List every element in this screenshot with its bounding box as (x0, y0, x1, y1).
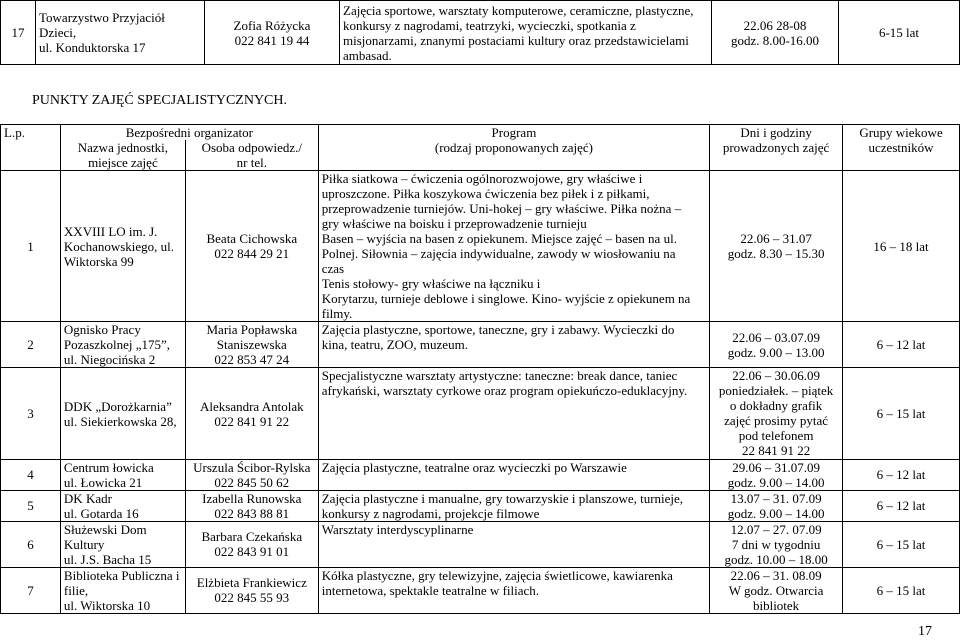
row-program (318, 368, 709, 459)
row-program (318, 322, 709, 368)
row-organizer (60, 490, 185, 521)
row-person (185, 490, 318, 521)
person-phone: 022 843 88 81 (214, 505, 290, 521)
row-ages: 6 – 15 lat (843, 368, 960, 459)
person-name: Beata Cichowska (206, 231, 298, 247)
program-line: gry właściwe na boisku i przeprowadzenie turnieju (321, 216, 587, 232)
program-line: Zajęcia plastyczne i manualne, gry towarzyskie i planszowe, turnieje, (321, 490, 684, 506)
header-lp: L.p. (1, 125, 61, 171)
top-program-line: misjonarzami, znanymi postaciami kultury oraz przedstawicielami (343, 32, 689, 48)
page-number: 17 (918, 624, 932, 639)
program-line: Zajęcia plastyczne, sportowe, taneczne, gry i zabawy. Wycieczki do (321, 322, 675, 338)
row-organizer (60, 171, 185, 322)
person-name: Urszula Ścibor-Rylska (193, 459, 311, 475)
days-line: 22 841 91 22 (741, 443, 811, 459)
row-days (710, 368, 843, 459)
table-row (1, 459, 960, 490)
days-line: 22.06 – 31.07 (740, 231, 812, 247)
row-organizer (60, 521, 185, 567)
days-line: poniedziałek. – piątek (718, 383, 834, 399)
top-org-line: Towarzystwo Przyjaciół (39, 10, 165, 25)
days-line: zajęć prosimy pytać (724, 413, 829, 429)
program-line: Piłka siatkowa – ćwiczenia ogólnorozwojowe, gry właściwe i (321, 171, 643, 187)
header-person-line: nr tel. (236, 155, 267, 171)
person-name: Barbara Czekańska (201, 529, 303, 545)
top-row-organizer (36, 1, 205, 65)
header-program-line: (rodzaj proponowanych zajęć) (434, 140, 593, 155)
person-phone: 022 843 91 01 (214, 544, 290, 560)
program-line: afrykański, warsztaty cyrkowe oraz program opiekuńczo-eduklacyjny. (321, 383, 688, 399)
top-row-ages: 6-15 lat (839, 1, 960, 65)
row-person (185, 368, 318, 459)
row-program (318, 521, 709, 567)
row-ages: 6 – 15 lat (843, 521, 960, 567)
program-line: konkursy z nagrodami, projekcje filmowe (321, 505, 540, 521)
header-days-line: prowadzonych zajęć (722, 140, 830, 155)
person-name: Staniszewska (216, 337, 287, 353)
row-ages: 6 – 15 lat (843, 567, 960, 613)
days-line: 22.06 – 31. 08.09 (730, 567, 822, 583)
org-line: ul. J.S. Bacha 15 (63, 551, 152, 567)
person-phone: 022 845 50 62 (214, 474, 290, 490)
header-name-line: Nazwa jednostki, (77, 140, 169, 156)
header-program (318, 125, 709, 171)
org-line: XXVIII LO im. J. (63, 223, 158, 239)
org-line: ul. Niegocińska 2 (63, 352, 156, 368)
header-name (60, 140, 185, 171)
row-number: 5 (1, 490, 61, 521)
row-organizer (60, 567, 185, 613)
row-days (710, 521, 843, 567)
program-line: przeprowadzenie turniejów. Uni-hokej – gry właściwe. Piłka nożna – (321, 201, 682, 217)
header-days-line: Dni i godziny (740, 125, 812, 140)
days-line: 7 dni w tygodniu (731, 536, 821, 552)
row-program (318, 459, 709, 490)
org-line: Ognisko Pracy (63, 322, 141, 338)
row-program (318, 171, 709, 322)
org-line: Kultury (63, 536, 105, 552)
row-ages: 16 – 18 lat (843, 171, 960, 322)
row-number: 2 (1, 322, 61, 368)
days-line: 22.06 – 03.07.09 (732, 329, 820, 345)
row-ages: 6 – 12 lat (843, 459, 960, 490)
row-person (185, 459, 318, 490)
org-line: Pozaszkolnej „175”, (63, 337, 171, 353)
org-line: Kochanowskiego, ul. (63, 238, 175, 254)
days-line: godz. 8.30 – 15.30 (727, 246, 825, 262)
top-days-line: 22.06 28-08 (743, 17, 807, 33)
row-days (710, 171, 843, 322)
table-row (1, 521, 960, 567)
table-row (1, 490, 960, 521)
program-line: kina, teatru, ZOO, muzeum. (321, 337, 468, 353)
header-person (185, 140, 318, 171)
days-line: o dokładny grafik (729, 398, 823, 414)
row-ages: 6 – 12 lat (843, 490, 960, 521)
program-line: Basen – wyjścia na basen z opiekunem. Miejsce zajęć – basen na ul. (321, 231, 677, 247)
row-number: 4 (1, 459, 61, 490)
row-person (185, 567, 318, 613)
top-row-number: 17 (1, 1, 36, 65)
days-line: 22.06 – 30.06.09 (732, 368, 820, 384)
person-phone: 022 845 55 93 (214, 590, 290, 606)
row-number: 3 (1, 368, 61, 459)
days-line: godz. 10.00 – 18.00 (724, 551, 828, 567)
header-name-line: miejsce zajęć (88, 155, 158, 171)
days-line: godz. 9.00 – 14.00 (727, 474, 825, 490)
row-number: 1 (1, 171, 61, 322)
table-row (1, 368, 960, 459)
org-line: filie, (63, 582, 89, 598)
row-person (185, 322, 318, 368)
row-person (185, 171, 318, 322)
program-line: Polnej. Siłownia – zajęcia indywidualne, zawody w wiosłowaniu na (321, 246, 676, 262)
program-line: czas (321, 261, 345, 277)
program-line: Tenis stołowy- gry właściwe na łączniku i (321, 276, 541, 292)
row-organizer (60, 368, 185, 459)
days-line: 13.07 – 31. 07.09 (730, 490, 822, 506)
program-line: Korytarzu, turnieje deblowe i singlowe. Kino- wyjście z opiekunem na (321, 291, 691, 307)
top-org-line: Dzieci, (39, 25, 77, 40)
program-line: Warsztaty interdyscyplinarne (321, 521, 474, 537)
row-organizer (60, 459, 185, 490)
table-row (1, 567, 960, 613)
days-line: pod telefonem (738, 428, 814, 444)
row-program (318, 490, 709, 521)
section-title: PUNKTY ZAJĘĆ SPECJALISTYCZNYCH. (32, 93, 288, 108)
org-line: DK Kadr (63, 490, 112, 506)
program-line: Zajęcia plastyczne, teatralne oraz wycieczki po Warszawie (321, 459, 627, 475)
row-days (710, 322, 843, 368)
header-ages-line: Grupy wiekowe (859, 125, 943, 140)
table-row (1, 171, 960, 322)
org-line: Służewski Dom (63, 521, 147, 537)
specialist-points-table (0, 124, 960, 614)
person-phone: 022 853 47 24 (214, 352, 290, 368)
days-line: 29.06 – 31.07.09 (732, 459, 820, 475)
days-line: W godz. Otwarcia (728, 582, 824, 598)
row-ages: 6 – 12 lat (843, 322, 960, 368)
org-line: Centrum łowicka (63, 459, 154, 475)
program-line: uproszczone. Piłka koszykowa ćwiczenia bez piłek i z piłkami, (321, 186, 650, 202)
person-phone: 022 841 91 22 (214, 413, 290, 429)
row-program (318, 567, 709, 613)
person-phone: 022 844 29 21 (214, 246, 290, 262)
top-row-person (205, 1, 340, 65)
person-name: Elżbieta Frankiewicz (196, 575, 307, 591)
days-line: godz. 9.00 – 13.00 (727, 344, 825, 360)
row-organizer (60, 322, 185, 368)
program-line: Specjalistyczne warsztaty artystyczne: taneczne: break dance, taniec (321, 368, 678, 384)
org-line: Biblioteka Publiczna i (63, 567, 180, 583)
org-line: ul. Gotarda 16 (63, 505, 139, 521)
row-days (710, 567, 843, 613)
top-person-name: Zofia Różycka (233, 17, 311, 33)
header-program-line: Program (491, 125, 537, 140)
days-line: godz. 9.00 – 14.00 (727, 505, 825, 521)
org-line: ul. Wiktorska 10 (63, 597, 151, 613)
org-line: ul. Łowicka 21 (63, 474, 143, 490)
header-organizer: Bezpośredni organizator (60, 125, 318, 141)
top-days-line: godz. 8.00-16.00 (730, 32, 820, 48)
top-program-line: Zajęcia sportowe, warsztaty komputerowe, ceramiczne, plastyczne, (343, 2, 694, 18)
person-name: Izabella Runowska (202, 490, 302, 506)
org-line: DDK „Dorożkarnia” (63, 398, 172, 414)
header-person-line: Osoba odpowiedz./ (201, 140, 302, 156)
days-line: bibliotek (752, 597, 800, 613)
row-number: 6 (1, 521, 61, 567)
top-org-line: ul. Konduktorska 17 (39, 40, 146, 55)
row-number: 7 (1, 567, 61, 613)
header-ages (843, 125, 960, 171)
table-row (1, 322, 960, 368)
top-row-days (712, 1, 839, 65)
row-person (185, 521, 318, 567)
header-ages-line: uczestników (868, 140, 934, 155)
org-line: Wiktorska 99 (63, 253, 134, 269)
top-row-program (340, 1, 712, 65)
days-line: 12.07 – 27. 07.09 (730, 521, 822, 537)
program-line: internetowa, spektakle teatralne w filiach. (321, 582, 540, 598)
header-days (710, 125, 843, 171)
program-line: Kółka plastyczne, gry telewizyjne, zajęcia świetlicowe, kawiarenka (321, 567, 673, 583)
person-name: Aleksandra Antolak (199, 398, 304, 414)
person-name: Maria Popławska (206, 322, 298, 338)
top-person-phone: 022 841 19 44 (234, 32, 310, 48)
row-days (710, 490, 843, 521)
row-days (710, 459, 843, 490)
program-line: filmy. (321, 306, 353, 322)
top-continuation-table (0, 0, 960, 65)
top-program-line: ambasad. (343, 47, 392, 63)
top-program-line: konkursy z nagrodami, teatrzyki, wycieczki, spotkania z (343, 17, 636, 33)
org-line: ul. Siekierkowska 28, (63, 413, 177, 429)
